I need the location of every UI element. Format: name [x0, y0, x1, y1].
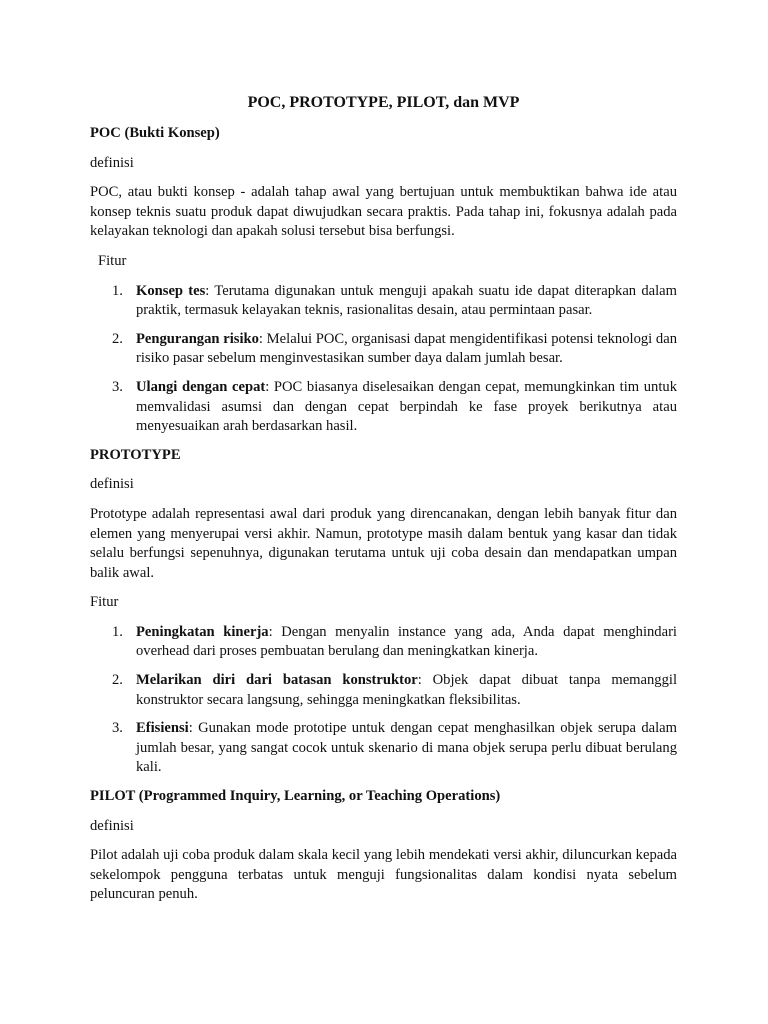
- feature-term: Melarikan diri dari batasan konstruktor: [136, 672, 418, 689]
- feature-term: Peningkatan kinerja: [136, 623, 269, 640]
- section-heading-pilot: PILOT (Programmed Inquiry, Learning, or Teaching Operations): [90, 788, 501, 805]
- feature-term: Konsep tes: [136, 282, 206, 299]
- list-number: 2.: [112, 672, 123, 689]
- list-item: [90, 623, 677, 662]
- document-page: [90, 93, 677, 915]
- feature-text: : Melalui POC, organisasi dapat mengidentifikasi potensi teknologi dan risiko pasar sebelum menginvestasikan sumber daya dalam jumlah besar.: [136, 330, 677, 367]
- features-label-prototype: Fitur: [90, 594, 119, 611]
- list-item: [90, 282, 677, 321]
- document-title: POC, PROTOTYPE, PILOT, dan MVP: [247, 94, 520, 111]
- features-label-poc: Fitur: [98, 252, 127, 269]
- list-item: [90, 330, 677, 369]
- features-list-poc: [90, 282, 677, 437]
- feature-term: Efisiensi: [136, 720, 189, 737]
- definition-text-prototype: Prototype adalah representasi awal dari produk yang direncanakan, dengan lebih banyak fitur dan elemen yang menyerupai versi akhir. Namun, prototype masih dalam bentuk yang kasar dan tidak selalu berfungsi sepenuhnya, digunakan terutama untuk uji coba desain dan mendapatkan umpan balik awal.: [90, 505, 677, 581]
- definition-label-poc: definisi: [90, 154, 134, 171]
- feature-term: Pengurangan risiko: [136, 330, 259, 347]
- features-list-prototype: [90, 623, 677, 778]
- feature-text: : Dengan menyalin instance yang ada, Anda dapat menghindari overhead dari proses pembuatan berulang dan meningkatkan kinerja.: [136, 623, 677, 660]
- definition-text-poc: POC, atau bukti konsep - adalah tahap awal yang bertujuan untuk membuktikan bahwa ide atau konsep teknis suatu produk dapat diwujudkan secara praktis. Pada tahap ini, fokusnya adalah pada kelayakan teknologi dan apakah solusi tersebut bisa berfungsi.: [90, 184, 677, 240]
- feature-text: : Objek dapat dibuat tanpa memanggil konstruktor secara langsung, sehingga meningkatkan fleksibilitas.: [136, 672, 677, 708]
- list-number: 1.: [112, 623, 123, 640]
- list-number: 3.: [112, 720, 123, 737]
- feature-text: : Terutama digunakan untuk menguji apakah suatu ide dapat diterapkan dalam praktik, termasuk kelayakan teknis, rasionalitas desain, atau permintaan pasar.: [136, 282, 677, 319]
- feature-text: : POC biasanya diselesaikan dengan cepat, memungkinkan tim untuk memvalidasi asumsi dan dengan cepat berpindah ke fase proyek berikutnya atau menyesuaikan arah berdasarkan hasil.: [136, 378, 677, 435]
- section-heading-poc: POC (Bukti Konsep): [90, 125, 220, 141]
- definition-label-prototype: definisi: [90, 476, 134, 493]
- list-number: 2.: [112, 330, 123, 347]
- definition-label-pilot: definisi: [90, 817, 134, 834]
- feature-term: Ulangi dengan cepat: [136, 378, 266, 395]
- list-item: [90, 671, 677, 710]
- definition-text-pilot: Pilot adalah uji coba produk dalam skala kecil yang lebih mendekati versi akhir, diluncurkan kepada sekelompok pengguna terbatas untuk menguji fungsionalitas dalam kondisi nyata sebelum peluncuran penuh.: [90, 847, 677, 903]
- feature-text: : Gunakan mode prototipe untuk dengan cepat menghasilkan objek serupa dalam jumlah besar, yang sangat cocok untuk skenario di mana objek serupa perlu dibuat berulang kali.: [136, 720, 677, 776]
- list-item: [90, 378, 677, 437]
- section-heading-prototype: PROTOTYPE: [90, 446, 181, 463]
- list-item: [90, 719, 677, 778]
- list-number: 1.: [112, 282, 123, 299]
- list-number: 3.: [112, 378, 123, 395]
